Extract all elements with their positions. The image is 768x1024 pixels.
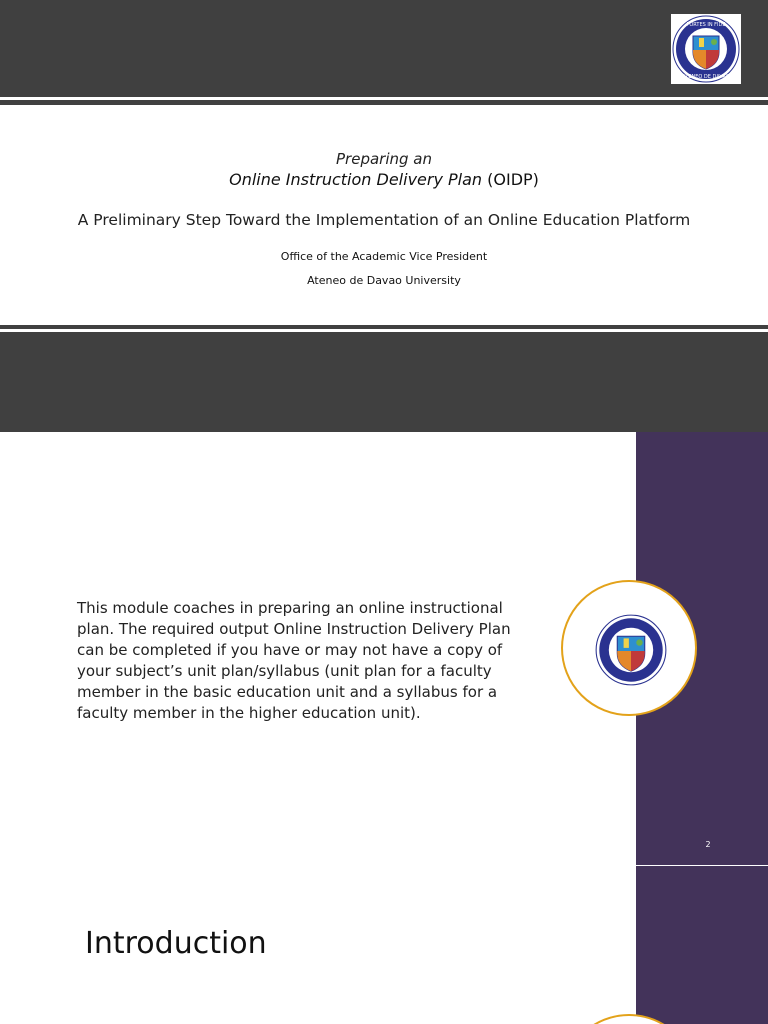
slide-3 [0, 866, 768, 1024]
seal-circle [561, 580, 697, 716]
top-rule-thick [0, 100, 768, 105]
top-dark-band [0, 0, 768, 97]
side-purple-panel [636, 866, 768, 1024]
bottom-rule-thin [0, 325, 768, 329]
svg-text:ATENEO DE DAVAO: ATENEO DE DAVAO [682, 74, 730, 80]
university-seal-icon [594, 613, 668, 687]
office-name: Office of the Academic Vice President [280, 250, 488, 263]
university-seal-icon [671, 14, 741, 84]
tagline: A Preliminary Step Toward the Implementation of an Online Education Platform [77, 211, 691, 229]
svg-text:FORTES IN FIDE: FORTES IN FIDE [686, 22, 726, 28]
subtitle-pre: Preparing an [336, 150, 432, 168]
university-name: Ateneo de Davao University [307, 274, 461, 287]
bottom-dark-band [0, 332, 768, 432]
slide-2 [0, 432, 768, 865]
page-title [0, 170, 768, 189]
section-heading: Introduction [85, 926, 267, 961]
header-seal [671, 14, 741, 84]
slide-1 [0, 0, 768, 432]
page-number: 2 [705, 840, 711, 849]
module-description: This module coaches in preparing an online instructional plan. The required output Online Instruction Delivery Plan can be completed if you have or may not have a copy of your subject’s unit plan/syllabus (unit plan for a faculty member in the basic education unit and a syllabus for a faculty member in the higher education unit). [77, 599, 511, 722]
page-title-suffix: (OIDP) [482, 170, 539, 189]
page-title-italic: Online Instruction Delivery Plan [229, 170, 483, 189]
